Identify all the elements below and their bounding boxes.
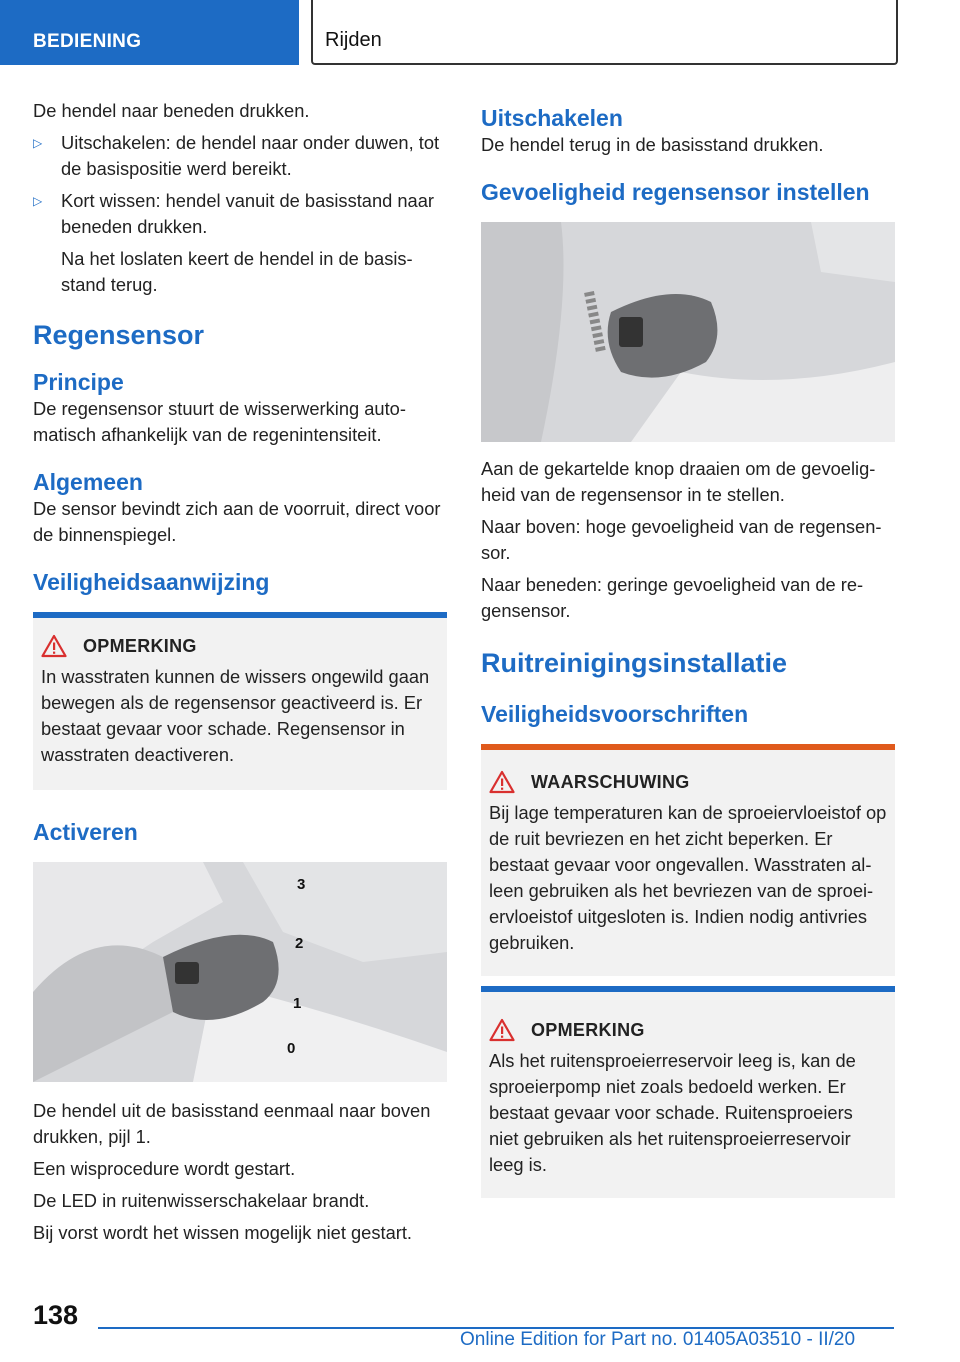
heading-uitschakelen: Uitschakelen — [481, 105, 623, 131]
list-item: ▷ Kort wissen: hendel vanuit de basisstand naar beneden drukken. — [33, 190, 434, 237]
left-column — [33, 98, 447, 1246]
algemeen-text: De sensor bevindt zich aan de voorruit, direct voor de binnenspiegel. — [33, 498, 441, 545]
warning-header — [489, 770, 895, 794]
lever-image — [33, 862, 447, 1082]
chapter-title: Rijden — [325, 29, 382, 51]
warning-label: WAARSCHUWING — [531, 771, 690, 792]
gevoeligheid-text-2: Naar boven: hoge gevoeligheid van de regensen-sor. — [481, 516, 882, 563]
activeren-step-4: Bij vorst wordt het wissen mogelijk niet gestart. — [33, 1222, 412, 1243]
activeren-step-3: De LED in ruitenwisserschakelaar brandt. — [33, 1190, 370, 1211]
warning-triangle-icon — [41, 634, 67, 658]
bullet-continuation: Na het loslaten keert de hendel in de basis-stand terug. — [61, 248, 413, 295]
heading-regensensor: Regensensor — [33, 320, 205, 350]
knob-illustration — [481, 222, 895, 442]
right-column — [481, 104, 895, 1198]
page-number: 138 — [33, 1300, 79, 1330]
arrow-2-label: 2 — [295, 935, 304, 952]
note-label: OPMERKING — [531, 1019, 645, 1040]
note-label: OPMERKING — [83, 635, 197, 656]
uitschakelen-text: De hendel terug in de basisstand drukken. — [481, 134, 824, 155]
list-item: ▷ Uitschakelen: de hendel naar onder duwen, tot de basispositie werd bereikt. — [33, 132, 440, 179]
heading-algemeen: Algemeen — [33, 469, 143, 495]
activeren-step-2: Een wisprocedure wordt gestart. — [33, 1158, 296, 1179]
section-title: BEDIENING — [33, 31, 142, 52]
warning-triangle-icon — [489, 770, 515, 794]
heading-principe: Principe — [33, 369, 124, 395]
note-box — [481, 986, 895, 1198]
note-header — [41, 634, 447, 658]
heading-ruitreinigingsinstallatie: Ruitreinigingsinstallatie — [481, 648, 788, 678]
note-header — [489, 1018, 895, 1042]
arrow-3-label: 3 — [297, 876, 306, 893]
note-box — [33, 612, 447, 790]
principe-text: De regensensor stuurt de wisserwerking auto-matisch afhankelijk van de regenintensiteit. — [33, 398, 406, 445]
triangle-bullet-icon: ▷ — [33, 136, 43, 150]
section-tab — [0, 0, 299, 65]
intro-text: De hendel naar beneden drukken. — [33, 100, 310, 121]
gevoeligheid-text-1: Aan de gekartelde knop draaien om de gevoelig-heid van de regensensor in te stellen. — [481, 458, 876, 505]
lever-illustration — [33, 862, 447, 1082]
warning-triangle-icon — [489, 1018, 515, 1042]
gevoeligheid-text-3: Naar beneden: geringe gevoeligheid van de re-gensensor. — [481, 574, 864, 621]
activeren-step-1: De hendel uit de basisstand eenmaal naar boven drukken, pijl 1. — [33, 1100, 431, 1147]
note-text: In wasstraten kunnen de wissers ongewild gaan bewegen als de regensensor geactiveerd is. Er bestaat gevaar voor schade. Regensensor in wasstraten deactiveren. — [41, 666, 430, 765]
position-0-label: 0 — [287, 1040, 296, 1057]
knob-image — [481, 222, 895, 442]
triangle-bullet-icon: ▷ — [33, 194, 43, 208]
note-text: Als het ruitensproeierreservoir leeg is, kan de sproeierpomp niet zoals bedoeld werken. Er bestaat gevaar voor schade. Ruitensproeiers niet gebruiken als het ruitensproeierreservoir leeg is. — [489, 1050, 856, 1175]
heading-activeren: Activeren — [33, 819, 138, 845]
heading-veiligheidsvoorschriften: Veiligheidsvoorschriften — [481, 701, 749, 727]
warning-text: Bij lage temperaturen kan de sproeiervloeistof op de ruit bevriezen en het zicht beperken. Er bestaat gevaar voor ongevallen. Wasstraten al-leen gebruiken als het bevriezen van de sproei-ervloeistof uitgesloten is. Indien nodig antivries gebruiken. — [489, 802, 887, 953]
arrow-1-label: 1 — [293, 995, 302, 1012]
chapter-tab — [311, 0, 898, 65]
heading-gevoeligheid: Gevoeligheid regensensor instellen — [481, 179, 870, 205]
footer-edition: Online Edition for Part no. 01405A03510 - II/20 — [460, 1329, 856, 1350]
heading-veiligheidsaanwijzing: Veiligheidsaanwijzing — [33, 569, 270, 595]
warning-box — [481, 744, 895, 976]
